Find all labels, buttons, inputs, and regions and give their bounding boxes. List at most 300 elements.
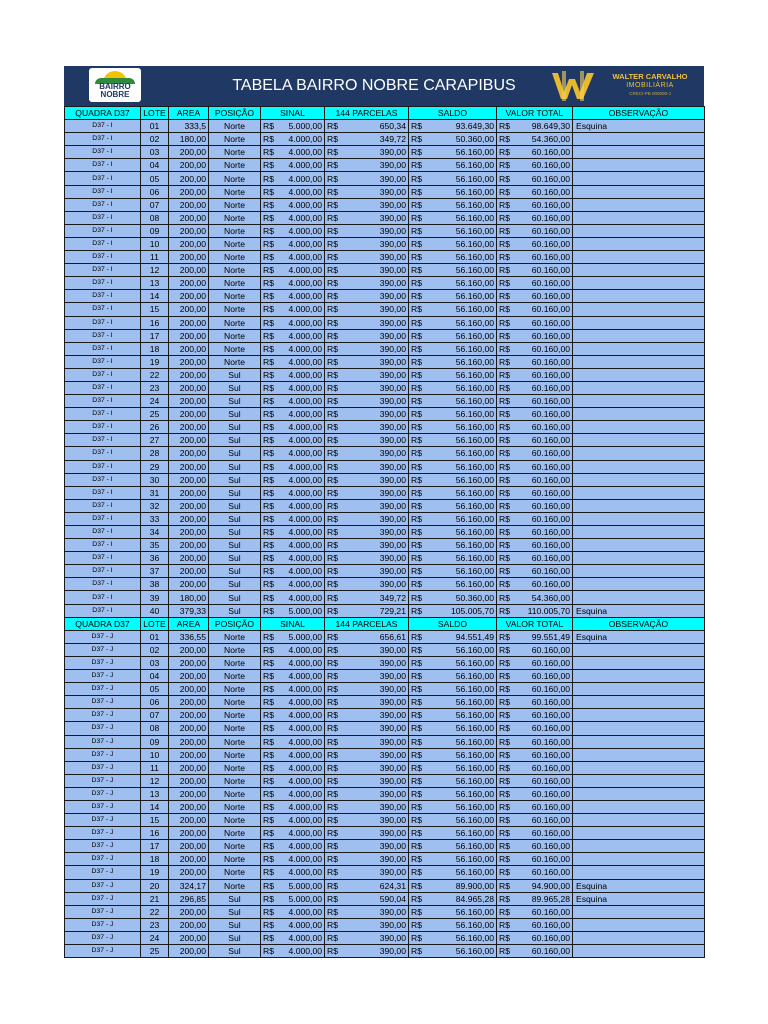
saldo-cell (409, 355, 497, 368)
observacao-cell (573, 342, 705, 355)
table-row (65, 578, 705, 591)
currency-label: R$ (327, 369, 338, 380)
sinal-cell (261, 290, 325, 303)
lote-cell: 30 (141, 473, 169, 486)
valor-total-cell (497, 408, 573, 421)
observacao-cell (573, 774, 705, 787)
parcelas-cell (325, 421, 409, 434)
saldo-value: 56.160,00 (455, 579, 494, 590)
currency-label: R$ (263, 186, 274, 197)
table-row (65, 696, 705, 709)
area-cell: 200,00 (169, 460, 209, 473)
posicao-cell: Norte (209, 879, 261, 892)
parcelas-cell (325, 329, 409, 342)
currency-label: R$ (411, 461, 422, 472)
lote-cell: 10 (141, 748, 169, 761)
parcelas-cell (325, 892, 409, 905)
table-row (65, 290, 705, 303)
observacao-cell (573, 329, 705, 342)
sinal-cell (261, 303, 325, 316)
saldo-cell (409, 709, 497, 722)
observacao-cell (573, 735, 705, 748)
currency-label: R$ (263, 644, 274, 655)
sinal-value: 4.000,00 (288, 919, 322, 930)
valor-total-cell (497, 264, 573, 277)
area-cell: 200,00 (169, 918, 209, 931)
currency-label: R$ (327, 710, 338, 721)
table-row (65, 827, 705, 840)
valor-total-cell (497, 539, 573, 552)
saldo-value: 56.160,00 (455, 199, 494, 210)
valor-total-value: 60.160,00 (531, 396, 570, 407)
saldo-cell (409, 526, 497, 539)
table-row (65, 120, 705, 133)
parcelas-value: 390,00 (379, 448, 406, 459)
area-cell: 200,00 (169, 787, 209, 800)
observacao-cell: Esquina (573, 604, 705, 617)
parcelas-cell (325, 408, 409, 421)
posicao-cell: Norte (209, 735, 261, 748)
currency-label: R$ (499, 448, 510, 459)
currency-label: R$ (499, 566, 510, 577)
quadra-cell: D37 - I (65, 604, 141, 617)
quadra-cell: D37 - J (65, 630, 141, 643)
lote-cell: 16 (141, 316, 169, 329)
currency-label: R$ (411, 121, 422, 132)
saldo-value: 56.160,00 (455, 788, 494, 799)
valor-total-value: 60.160,00 (531, 343, 570, 354)
valor-total-value: 60.160,00 (531, 828, 570, 839)
saldo-cell (409, 604, 497, 617)
parcelas-cell (325, 277, 409, 290)
valor-total-cell (497, 604, 573, 617)
lote-cell: 06 (141, 696, 169, 709)
currency-label: R$ (411, 671, 422, 682)
observacao-cell (573, 460, 705, 473)
currency-label: R$ (263, 723, 274, 734)
posicao-cell: Sul (209, 565, 261, 578)
parcelas-cell (325, 945, 409, 958)
currency-label: R$ (411, 513, 422, 524)
valor-total-cell (497, 499, 573, 512)
valor-total-value: 60.160,00 (531, 448, 570, 459)
quadra-cell: D37 - I (65, 172, 141, 185)
saldo-cell (409, 316, 497, 329)
currency-label: R$ (263, 919, 274, 930)
table-row (65, 198, 705, 211)
valor-total-value: 60.160,00 (531, 644, 570, 655)
table-row (65, 604, 705, 617)
currency-label: R$ (327, 867, 338, 878)
currency-label: R$ (327, 383, 338, 394)
area-cell: 200,00 (169, 342, 209, 355)
saldo-value: 56.160,00 (455, 513, 494, 524)
sinal-value: 4.000,00 (288, 199, 322, 210)
sinal-value: 4.000,00 (288, 265, 322, 276)
lote-cell: 13 (141, 277, 169, 290)
quadra-cell: D37 - I (65, 526, 141, 539)
currency-label: R$ (327, 605, 338, 616)
quadra-cell: D37 - I (65, 552, 141, 565)
saldo-value: 56.160,00 (455, 278, 494, 289)
currency-label: R$ (411, 304, 422, 315)
observacao-cell (573, 526, 705, 539)
valor-total-value: 60.160,00 (531, 671, 570, 682)
sinal-value: 4.000,00 (288, 160, 322, 171)
currency-label: R$ (411, 173, 422, 184)
currency-label: R$ (411, 527, 422, 538)
valor-total-value: 89.965,28 (531, 893, 570, 904)
valor-total-cell (497, 342, 573, 355)
parcelas-value: 390,00 (379, 252, 406, 263)
saldo-cell (409, 643, 497, 656)
area-cell: 296,85 (169, 892, 209, 905)
lote-cell: 05 (141, 683, 169, 696)
sinal-value: 4.000,00 (288, 775, 322, 786)
saldo-value: 56.160,00 (455, 396, 494, 407)
parcelas-cell (325, 499, 409, 512)
saldo-cell (409, 683, 497, 696)
currency-label: R$ (411, 592, 422, 603)
currency-label: R$ (411, 880, 422, 891)
valor-total-cell (497, 395, 573, 408)
area-cell: 200,00 (169, 224, 209, 237)
saldo-cell (409, 251, 497, 264)
posicao-cell: Norte (209, 670, 261, 683)
saldo-cell (409, 722, 497, 735)
posicao-cell: Norte (209, 198, 261, 211)
valor-total-value: 60.160,00 (531, 356, 570, 367)
quadra-cell: D37 - I (65, 277, 141, 290)
parcelas-cell (325, 905, 409, 918)
posicao-cell: Norte (209, 814, 261, 827)
table-row (65, 159, 705, 172)
posicao-cell: Norte (209, 264, 261, 277)
currency-label: R$ (327, 474, 338, 485)
parcelas-value: 390,00 (379, 330, 406, 341)
saldo-cell (409, 800, 497, 813)
parcelas-cell (325, 447, 409, 460)
sinal-cell (261, 447, 325, 460)
lote-cell: 02 (141, 133, 169, 146)
posicao-cell: Norte (209, 159, 261, 172)
valor-total-value: 110.005,70 (527, 605, 570, 616)
area-cell: 200,00 (169, 565, 209, 578)
saldo-value: 105.005,70 (450, 605, 494, 616)
currency-label: R$ (327, 134, 338, 145)
saldo-cell (409, 552, 497, 565)
currency-label: R$ (411, 186, 422, 197)
currency-label: R$ (263, 461, 274, 472)
currency-label: R$ (411, 736, 422, 747)
saldo-cell (409, 578, 497, 591)
currency-label: R$ (411, 553, 422, 564)
sinal-cell (261, 133, 325, 146)
currency-label: R$ (499, 160, 510, 171)
valor-total-value: 60.160,00 (531, 775, 570, 786)
area-cell: 200,00 (169, 722, 209, 735)
valor-total-cell (497, 473, 573, 486)
sinal-value: 4.000,00 (288, 697, 322, 708)
parcelas-cell (325, 460, 409, 473)
lote-cell: 20 (141, 879, 169, 892)
parcelas-value: 349,72 (379, 592, 406, 603)
currency-label: R$ (263, 828, 274, 839)
quadra-cell: D37 - J (65, 722, 141, 735)
sinal-cell (261, 827, 325, 840)
lote-cell: 04 (141, 670, 169, 683)
valor-total-cell (497, 368, 573, 381)
parcelas-cell (325, 709, 409, 722)
observacao-cell: Esquina (573, 120, 705, 133)
lote-cell: 31 (141, 486, 169, 499)
valor-total-cell (497, 290, 573, 303)
column-header: SINAL (261, 617, 325, 630)
lote-cell: 16 (141, 827, 169, 840)
quadra-cell: D37 - I (65, 329, 141, 342)
observacao-cell (573, 408, 705, 421)
currency-label: R$ (411, 684, 422, 695)
area-cell: 200,00 (169, 264, 209, 277)
lote-cell: 26 (141, 421, 169, 434)
currency-label: R$ (263, 343, 274, 354)
quadra-cell: D37 - I (65, 237, 141, 250)
table-row (65, 840, 705, 853)
sinal-value: 4.000,00 (288, 932, 322, 943)
currency-label: R$ (499, 238, 510, 249)
sinal-cell (261, 905, 325, 918)
sinal-value: 5.000,00 (288, 893, 322, 904)
observacao-cell (573, 146, 705, 159)
sinal-cell (261, 552, 325, 565)
valor-total-value: 60.160,00 (531, 684, 570, 695)
currency-label: R$ (499, 173, 510, 184)
parcelas-cell (325, 774, 409, 787)
logo-right-tiny: CRECI-PB 000000-J (629, 91, 671, 96)
area-cell: 200,00 (169, 316, 209, 329)
area-cell: 200,00 (169, 473, 209, 486)
table-row (65, 146, 705, 159)
currency-label: R$ (263, 474, 274, 485)
table-header-banner (64, 66, 704, 106)
sinal-cell (261, 748, 325, 761)
sinal-value: 4.000,00 (288, 671, 322, 682)
area-cell: 200,00 (169, 814, 209, 827)
valor-total-value: 60.160,00 (531, 212, 570, 223)
currency-label: R$ (411, 893, 422, 904)
observacao-cell (573, 251, 705, 264)
quadra-cell: D37 - I (65, 460, 141, 473)
currency-label: R$ (499, 225, 510, 236)
table-row (65, 342, 705, 355)
lote-cell: 25 (141, 945, 169, 958)
table-row (65, 211, 705, 224)
valor-total-cell (497, 630, 573, 643)
lote-cell: 23 (141, 381, 169, 394)
currency-label: R$ (263, 265, 274, 276)
valor-total-value: 60.160,00 (531, 802, 570, 813)
parcelas-value: 390,00 (379, 854, 406, 865)
table-row (65, 526, 705, 539)
parcelas-value: 650,34 (379, 121, 406, 132)
parcelas-value: 390,00 (379, 212, 406, 223)
currency-label: R$ (327, 422, 338, 433)
saldo-cell (409, 159, 497, 172)
currency-label: R$ (327, 946, 338, 957)
posicao-cell: Norte (209, 827, 261, 840)
lote-cell: 24 (141, 395, 169, 408)
currency-label: R$ (499, 500, 510, 511)
observacao-cell (573, 381, 705, 394)
lote-cell: 01 (141, 630, 169, 643)
lote-cell: 15 (141, 814, 169, 827)
valor-total-value: 54.360,00 (531, 134, 570, 145)
currency-label: R$ (263, 396, 274, 407)
area-cell: 200,00 (169, 670, 209, 683)
parcelas-cell (325, 264, 409, 277)
saldo-value: 50.360,00 (455, 592, 494, 603)
parcelas-value: 390,00 (379, 671, 406, 682)
valor-total-cell (497, 787, 573, 800)
saldo-cell (409, 185, 497, 198)
saldo-value: 56.160,00 (455, 487, 494, 498)
quadra-cell: D37 - J (65, 879, 141, 892)
area-cell: 200,00 (169, 172, 209, 185)
valor-total-value: 60.160,00 (531, 946, 570, 957)
parcelas-value: 390,00 (379, 173, 406, 184)
currency-label: R$ (411, 199, 422, 210)
saldo-value: 56.160,00 (455, 566, 494, 577)
saldo-value: 56.160,00 (455, 448, 494, 459)
posicao-cell: Sul (209, 591, 261, 604)
valor-total-value: 54.360,00 (531, 592, 570, 603)
sinal-value: 4.000,00 (288, 343, 322, 354)
currency-label: R$ (499, 631, 510, 642)
saldo-value: 56.160,00 (455, 657, 494, 668)
currency-label: R$ (499, 671, 510, 682)
table-row (65, 251, 705, 264)
posicao-cell: Norte (209, 329, 261, 342)
currency-label: R$ (263, 448, 274, 459)
area-cell: 200,00 (169, 748, 209, 761)
observacao-cell (573, 814, 705, 827)
observacao-cell (573, 578, 705, 591)
parcelas-cell (325, 578, 409, 591)
quadra-cell: D37 - J (65, 840, 141, 853)
sinal-value: 4.000,00 (288, 396, 322, 407)
currency-label: R$ (263, 631, 274, 642)
lote-cell: 11 (141, 761, 169, 774)
saldo-cell (409, 853, 497, 866)
sinal-cell (261, 774, 325, 787)
table-row (65, 866, 705, 879)
observacao-cell (573, 172, 705, 185)
table-row (65, 447, 705, 460)
sinal-cell (261, 787, 325, 800)
currency-label: R$ (327, 723, 338, 734)
parcelas-cell (325, 342, 409, 355)
currency-label: R$ (263, 369, 274, 380)
currency-label: R$ (499, 356, 510, 367)
sinal-cell (261, 512, 325, 525)
parcelas-cell (325, 237, 409, 250)
parcelas-cell (325, 486, 409, 499)
table-row (65, 133, 705, 146)
table-row (65, 853, 705, 866)
observacao-cell (573, 656, 705, 669)
posicao-cell: Sul (209, 905, 261, 918)
currency-label: R$ (499, 736, 510, 747)
posicao-cell: Sul (209, 434, 261, 447)
parcelas-value: 729,21 (379, 605, 406, 616)
posicao-cell: Sul (209, 395, 261, 408)
lote-cell: 17 (141, 329, 169, 342)
valor-total-value: 60.160,00 (531, 500, 570, 511)
table-row (65, 774, 705, 787)
currency-label: R$ (411, 487, 422, 498)
currency-label: R$ (263, 880, 274, 891)
valor-total-value: 60.160,00 (531, 265, 570, 276)
currency-label: R$ (263, 762, 274, 773)
area-cell: 180,00 (169, 591, 209, 604)
parcelas-cell (325, 840, 409, 853)
saldo-cell (409, 368, 497, 381)
sinal-value: 4.000,00 (288, 317, 322, 328)
quadra-cell: D37 - I (65, 146, 141, 159)
posicao-cell: Norte (209, 774, 261, 787)
saldo-cell (409, 827, 497, 840)
parcelas-value: 390,00 (379, 684, 406, 695)
observacao-cell (573, 670, 705, 683)
currency-label: R$ (327, 252, 338, 263)
posicao-cell: Norte (209, 643, 261, 656)
sinal-cell (261, 866, 325, 879)
sinal-cell (261, 329, 325, 342)
saldo-cell (409, 670, 497, 683)
lote-cell: 17 (141, 840, 169, 853)
currency-label: R$ (499, 723, 510, 734)
currency-label: R$ (263, 173, 274, 184)
currency-label: R$ (263, 841, 274, 852)
saldo-cell (409, 591, 497, 604)
sinal-value: 4.000,00 (288, 828, 322, 839)
currency-label: R$ (263, 304, 274, 315)
observacao-cell (573, 696, 705, 709)
quadra-cell: D37 - J (65, 774, 141, 787)
parcelas-value: 390,00 (379, 723, 406, 734)
quadra-cell: D37 - I (65, 342, 141, 355)
currency-label: R$ (411, 867, 422, 878)
sinal-cell (261, 683, 325, 696)
currency-label: R$ (411, 265, 422, 276)
table-row (65, 552, 705, 565)
saldo-value: 56.160,00 (455, 265, 494, 276)
posicao-cell: Norte (209, 316, 261, 329)
saldo-value: 56.160,00 (455, 252, 494, 263)
saldo-value: 56.160,00 (455, 671, 494, 682)
area-cell: 200,00 (169, 578, 209, 591)
sinal-value: 4.000,00 (288, 500, 322, 511)
parcelas-cell (325, 800, 409, 813)
saldo-cell (409, 656, 497, 669)
currency-label: R$ (411, 474, 422, 485)
currency-label: R$ (411, 212, 422, 223)
parcelas-value: 390,00 (379, 657, 406, 668)
saldo-value: 56.160,00 (455, 304, 494, 315)
area-cell: 200,00 (169, 395, 209, 408)
valor-total-cell (497, 853, 573, 866)
parcelas-value: 390,00 (379, 199, 406, 210)
